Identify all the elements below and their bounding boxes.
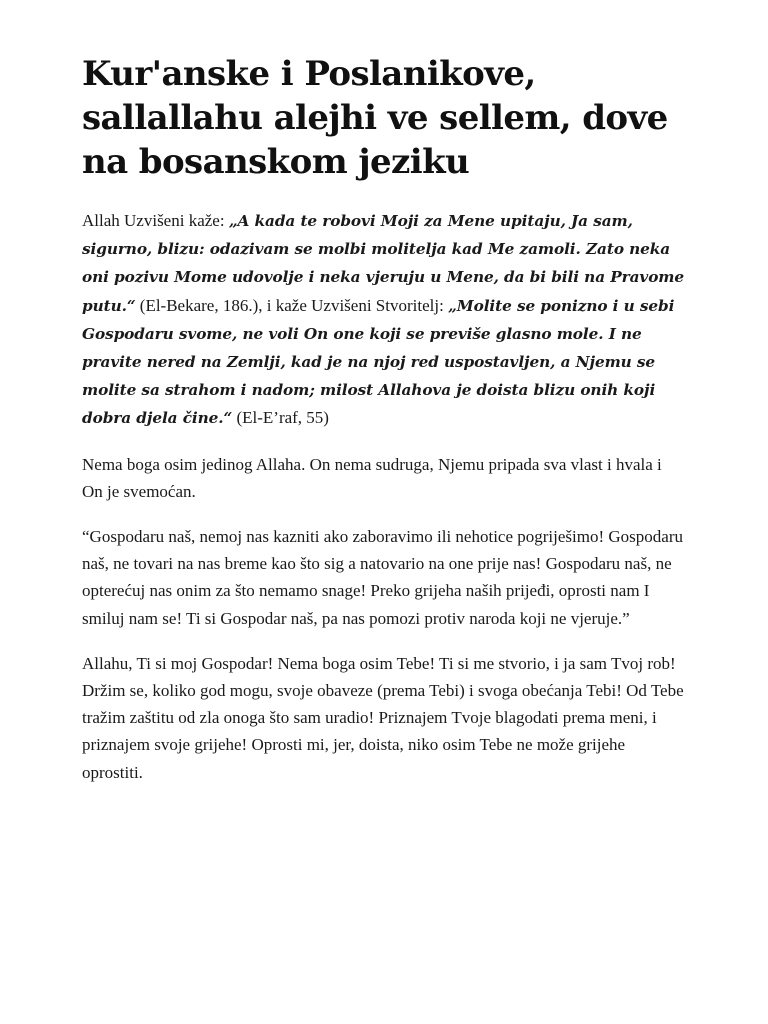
reference-bekare: (El-Bekare, 186.), i kaže Uzvišeni Stvoritelj: xyxy=(135,295,449,315)
reference-eraf: (El-E’raf, 55) xyxy=(232,408,329,428)
intro-lead-text: Allah Uzvišeni kaže: xyxy=(82,211,229,230)
quran-quote-eraf: „Molite se ponizno i u sebi Gospodaru svome, ne voli On one koji se previše glasno mole. I ne pravite nered na Zemlji, kad je na njoj red uspostavljen, a Njemu se molite sa strahom i nadom; milost Allahova je doista blizu onih koji dobra djela čine.“ xyxy=(82,296,675,428)
paragraph-tevhid: Nema boga osim jedinog Allaha. On nema sudruga, Njemu pripada sva vlast i hvala i On je svemoćan. xyxy=(82,454,662,501)
quran-quote-bekare: „A kada te robovi Moji za Mene upitaju, Ja sam, sigurno, blizu: odazivam se molbi molitelja kad Me zamoli. Zato neka oni pozivu Mome udovolje i neka vjeruju u Mene, da bi bili na Pravome putu.“ xyxy=(82,212,685,315)
article-title: Kur'anske i Poslanikove, sallallahu alejhi ve sellem, dove na bosanskom jeziku xyxy=(82,54,668,182)
intro-paragraph xyxy=(82,207,686,433)
paragraph-sejjidul-istigfar: Allahu, Ti si moj Gospodar! Nema boga osim Tebe! Ti si me stvorio, i ja sam Tvoj rob! Držim se, koliko god mogu, svoje obaveze (prema Tebi) i svoga obećanja Tebi! Od Tebe tražim zaštitu od zla onoga što sam uradio! Priznajem Tvoje blagodati prema meni, i priznajem svoje grijehe! Oprosti mi, jer, doista, niko osim Tebe ne može grijehe oprostiti. xyxy=(82,653,684,782)
paragraph-dova-gospodaru: “Gospodaru naš, nemoj nas kazniti ako zaboravimo ili nehotice pogriješimo! Gospodaru naš, ne tovari na nas breme kao što sig a natovario na one prije nas! Gospodaru naš, ne opterećuj nas onim za što nemamo snage! Preko grijeha naših prijeđi, oprosti nam I smiluj nam se! Ti si Gospodar naš, pa nas pomozi protiv naroda koji ne vjeruje.” xyxy=(82,527,683,628)
document-page xyxy=(82,52,686,804)
